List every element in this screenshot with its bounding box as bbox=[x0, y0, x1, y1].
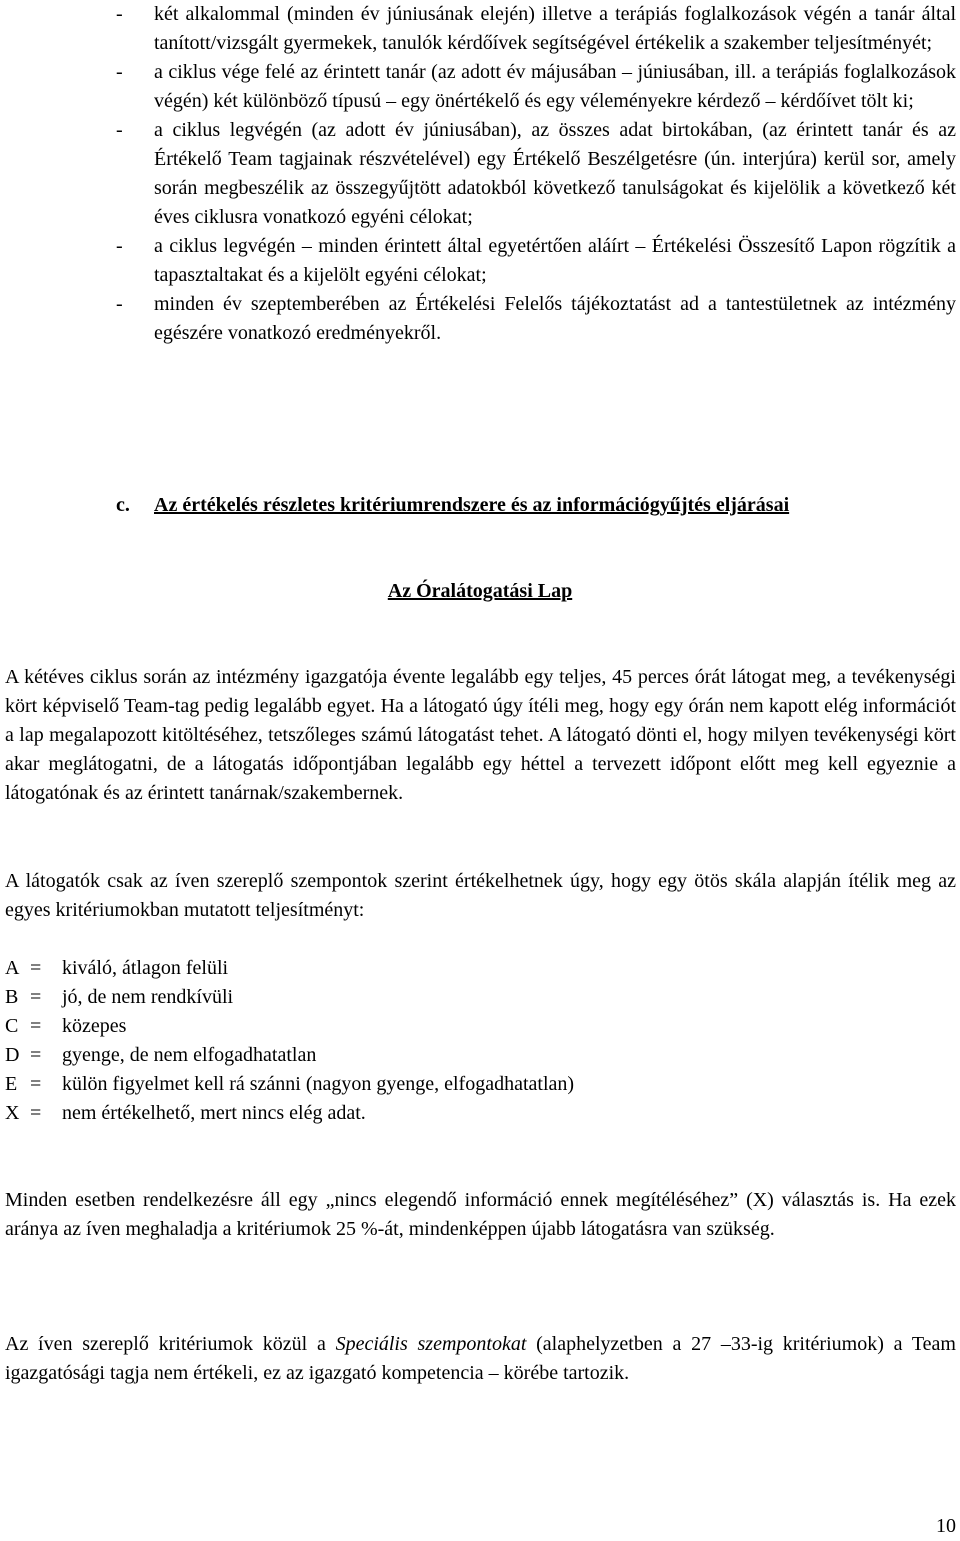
scale-equals: = bbox=[30, 1015, 42, 1037]
scale-meaning: kiváló, átlagon felüli bbox=[62, 957, 229, 979]
list-dash: - bbox=[116, 61, 123, 83]
scale-equals: = bbox=[30, 957, 42, 979]
section-title: Az értékelés részletes kritériumrendszere és az információgyűjtés eljárásai bbox=[154, 494, 790, 516]
scale-letter: X bbox=[5, 1102, 20, 1124]
list-dash: - bbox=[116, 293, 123, 315]
list-dash: - bbox=[116, 235, 123, 257]
scale-equals: = bbox=[30, 1102, 42, 1124]
scale-letter: D bbox=[5, 1044, 20, 1066]
scale-letter: B bbox=[5, 986, 19, 1008]
list-dash: - bbox=[116, 3, 123, 25]
section-number: c. bbox=[116, 494, 130, 516]
paragraph-insufficient-info: Minden esetben rendelkezésre áll egy „nincs elegendő információ ennek megítéléséhez” (X) választás is. Ha ezek aránya az íven meghaladja a kritériumok 25 %-át, mindenképpen újabb látogatásra van szükség. bbox=[5, 1189, 956, 1240]
list-item bbox=[0, 0, 956, 58]
scale-row bbox=[5, 1070, 956, 1099]
list-item-text: a ciklus vége felé az érintett tanár (az adott év májusában – júniusában, ill. a terápiás foglalkozások végén) két különböző típusú – egy önértékelő és egy véleményekre kérdező – kérdőívet tölt ki; bbox=[154, 61, 956, 112]
list-dash: - bbox=[116, 119, 123, 141]
paragraph-special-criteria bbox=[5, 1330, 956, 1388]
scale-row bbox=[5, 983, 956, 1012]
list-item bbox=[0, 232, 956, 290]
scale-equals: = bbox=[30, 1044, 42, 1066]
paragraph-visits: A kétéves ciklus során az intézmény igazgatója évente legalább egy teljes, 45 perces órát látogat meg, a tevékenységi kört képviselő Team-tag pedig legalább egyet. Ha a látogató úgy ítéli meg, hogy egy órán nem kapott elég információt a lap megalapozott kitöltéséhez, tetszőleges számú látogatást tehet. A látogató dönti el, hogy milyen tevékenységi kört akar meglátogatni, de a látogatás időpontjában legalább egy héttel a tervezett időpont előtt meg kell egyeznie a látogatónak és az érintett tanárnak/szakembernek. bbox=[5, 666, 956, 804]
section-heading bbox=[116, 491, 789, 520]
list-item bbox=[0, 116, 956, 232]
scale-row bbox=[5, 1012, 956, 1041]
scale-equals: = bbox=[30, 986, 42, 1008]
list-item bbox=[0, 290, 956, 348]
list-item-text: két alkalommal (minden év júniusának elején) illetve a terápiás foglalkozások végén a tanár által tanított/vizsgált gyermekek, tanulók kérdőívek segítségével értékelik a szakember teljesítményét; bbox=[154, 3, 956, 54]
scale-row bbox=[5, 1099, 956, 1128]
paragraph-text-before: Az íven szereplő kritériumok közül a bbox=[5, 1333, 336, 1355]
scale-row bbox=[5, 1041, 956, 1070]
scale-letter: C bbox=[5, 1015, 19, 1037]
scale-meaning: nem értékelhető, mert nincs elég adat. bbox=[62, 1102, 366, 1124]
scale-letter: E bbox=[5, 1073, 18, 1095]
page-number: 10 bbox=[936, 1515, 956, 1537]
list-item-text: a ciklus legvégén (az adott év júniusában), az összes adat birtokában, (az érintett tanár és az Értékelő Team tagjainak részvételével) egy Értékelő Beszélgetésre (ún. interjúra) kerül sor, amely során megbeszélik az összegyűjtött adatokból következő tanulságokat és kijelölik a következő két éves ciklusra vonatkozó egyéni célokat; bbox=[154, 119, 956, 228]
scale-meaning: jó, de nem rendkívüli bbox=[62, 986, 234, 1008]
scale-meaning: gyenge, de nem elfogadhatatlan bbox=[62, 1044, 317, 1066]
scale-letter: A bbox=[5, 957, 20, 979]
scale-equals: = bbox=[30, 1073, 42, 1095]
page-subtitle: Az Óralátogatási Lap bbox=[387, 580, 573, 602]
scale-meaning: közepes bbox=[62, 1015, 127, 1037]
paragraph-scale-intro: A látogatók csak az íven szereplő szempontok szerint értékelhetnek úgy, hogy egy ötös skála alapján ítélik meg az egyes kritériumokban mutatott teljesítményt: bbox=[5, 870, 956, 921]
rating-scale bbox=[5, 954, 956, 1128]
list-item-text: a ciklus legvégén – minden érintett által egyetértően aláírt – Értékelési Összesítő Lapon rögzítik a tapasztaltakat és a kijelölt egyéni célokat; bbox=[154, 235, 956, 286]
list-item-text: minden év szeptemberében az Értékelési Felelős tájékoztatást ad a tantestületnek az intézmény egészére vonatkozó eredményekről. bbox=[154, 293, 956, 344]
evaluation-steps-list bbox=[0, 0, 956, 348]
scale-meaning: külön figyelmet kell rá szánni (nagyon gyenge, elfogadhatatlan) bbox=[62, 1073, 575, 1095]
paragraph-text-after: (alaphelyzetben a 27 –33-ig kritériumok) a Team igazgatósági tagja nem értékeli, ez az igazgató kompetencia – körébe tartozik. bbox=[5, 1333, 956, 1384]
list-item bbox=[0, 58, 956, 116]
special-criteria-emphasis: Speciális szempontokat bbox=[335, 1333, 527, 1355]
scale-row bbox=[5, 954, 956, 983]
